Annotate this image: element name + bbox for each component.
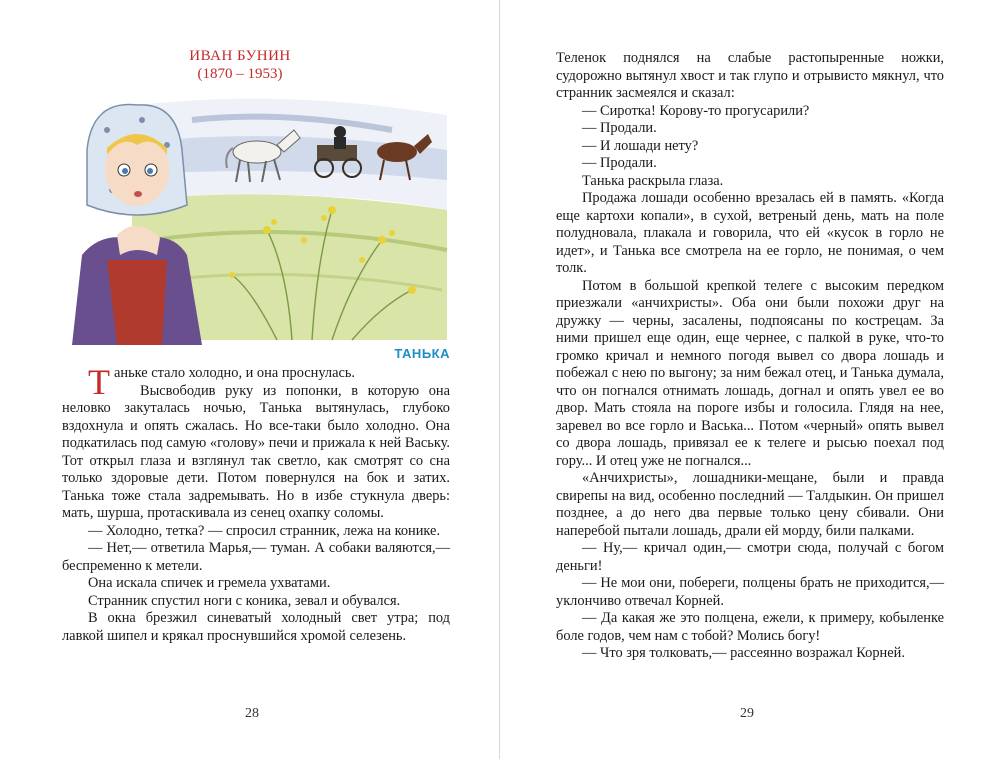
- paragraph: В окна брезжил синеватый холодный свет утра; под лавкой шипел и крякал проснувшийся хромой селезень.: [62, 610, 450, 644]
- first-paragraph: [62, 362, 450, 402]
- left-page-text: [62, 362, 450, 645]
- author-name: ИВАН БУНИН: [189, 48, 291, 64]
- paragraph: — Продали.: [582, 155, 657, 171]
- paragraph: Высвободив руку из попонки, в которую она неловко закуталась ночью, Танька вытянулась, глубоко вздохнула и опять сжалась. Но все-таки было холодно. Она подкатилась под самую «голову» печи и прижала к ней Ваську. Тот открыл глаза и взглянул так светло, как смотрят со сна только здоровые дети. Потом повернулся на бок и затих. Танька тоже стала задремывать. Но в избе стукнула дверь: мать, шурша, протаскивала из сенец охапку соломы.: [62, 382, 450, 521]
- paragraph: Теленок поднялся на слабые растопыренные ножки, судорожно вытянул хвост и так глупо и отрывисто мякнул, что странник засмеялся и сказал:: [556, 50, 944, 101]
- paragraph: — Продали.: [582, 120, 657, 136]
- page-number: 29: [740, 706, 754, 721]
- right-page-text: [556, 50, 944, 663]
- paragraph: Продажа лошади особенно врезалась ей в память. «Когда еще картохи копали», в сухой, ветреный день, мать на поле полудновала, плакала и говорила, что ей «кусок в горло не идет», и Танька все смотрела на ее горло, не понимая, о чем толк.: [556, 190, 944, 276]
- first-paragraph-text: аньке стало холодно, и она проснулась.: [114, 365, 356, 381]
- paragraph: Потом в большой крепкой телеге с высоким передком приезжали «анчихристы». Оба они были похожи друг на дружку — черны, засалены, подпоясаны по кострецам. За ними пришел еще один, еще чернее, с палкой в руке, что-то громко кричал и немного погодя вывел со двора лошадь и побежал с нею по выгону; за ним бежал отец, и Танька думала, что он погнался отнимать лошадь, догнал и опять увел ее во двор. Мать стояла на пороге избы и голосила. Глядя на нее, заревел во все горло и Васька... Потом «черный» опять вывел со двора лошадь, привязал ее к телеге и рысью поехал под гору... И отец уже не погнался...: [556, 277, 944, 469]
- drop-cap: Т: [88, 362, 110, 402]
- paragraph: Танька раскрыла глаза.: [582, 172, 724, 189]
- paragraph: — Не мои они, побереги, полцены брать не приходится,— уклончиво отвечал Корней.: [556, 575, 944, 609]
- author-years: (1870 – 1953): [197, 66, 283, 82]
- paragraph: Странник спустил ноги с коника, зевал и обувался.: [88, 592, 401, 609]
- story-title: ТАНЬКА: [394, 346, 450, 361]
- paragraph: — Нет,— ответила Марья,— туман. А собаки валяются,— беспременно к метели.: [62, 540, 450, 574]
- page-number: 28: [245, 706, 259, 721]
- paragraph: — И лошади нету?: [582, 137, 699, 154]
- paragraph: — Сиротка! Корову-то прогусарили?: [582, 102, 810, 119]
- paragraph: — Да какая же это полцена, ежели, к примеру, кобыленке боле годов, чем нам с тобой? Молись богу!: [556, 610, 944, 644]
- paragraph: — Ну,— кричал один,— смотри сюда, получай с богом деньги!: [556, 540, 944, 574]
- paragraph: Она искала спичек и гремела ухватами.: [88, 575, 331, 591]
- paragraph: «Анчихристы», лошадники-мещане, были и правда свирепы на вид, особенно последний — Талдыкин. Он пришел позднее, а до него два первые только цену сбивали. Они наперебой пытали лошадь, драли ей морду, били палками.: [556, 470, 944, 539]
- story-illustration: [62, 90, 452, 345]
- paragraph: — Что зря толковать,— рассеянно возражал Корней.: [582, 645, 905, 661]
- paragraph: — Холодно, тетка? — спросил странник, лежа на конике.: [88, 522, 441, 539]
